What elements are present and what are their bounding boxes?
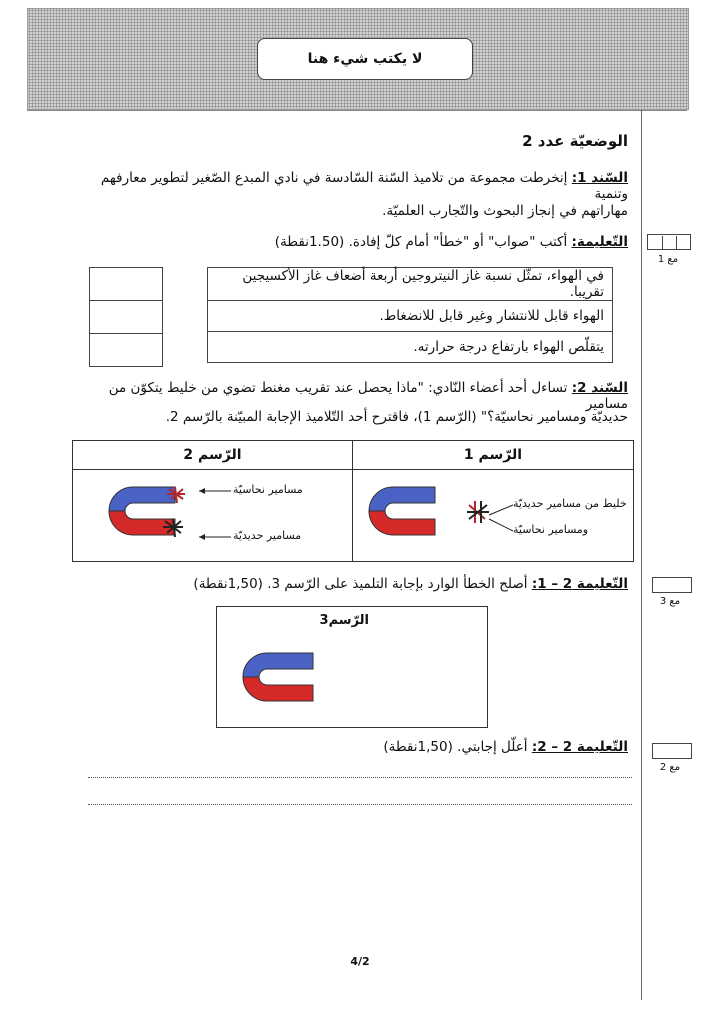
fig2-magnet [103, 479, 193, 549]
statement-text: في الهواء، تمثّل نسبة غاز النيتروجين أربعة أضعاف غاز الأكسيجين تقريبا. [208, 268, 613, 301]
answer-column [89, 267, 163, 367]
fig1-label-a: خليط من مسامير حديديّة [513, 497, 627, 510]
fig1-magnet [363, 483, 443, 553]
score-box-3[interactable] [652, 577, 692, 593]
instruction1-label: التّعليمة: [571, 234, 628, 250]
instruction21-text: أصلح الخطأ الوارد بإجابة التلميذ على الرّسم 3. [267, 576, 528, 592]
situation-title: الوضعيّة عدد 2 [522, 132, 628, 150]
instruction22-text: أعلّل إجابتي. [457, 739, 528, 755]
answer-line[interactable] [88, 777, 632, 778]
instruction21-line [68, 576, 628, 592]
statement-text: الهواء قابل للانتشار وغير قابل للانضغاط. [208, 301, 613, 332]
doc1-text-line1: إنخرطت مجموعة من تلاميذ السّنة السّادسة في نادي المبدع الصّغير لتطوير معارفهم وتنمية [100, 170, 628, 202]
margin-line [641, 110, 642, 1000]
instruction1-points: (1.50نقطة) [274, 234, 345, 250]
statement-row [208, 268, 613, 301]
answer-box[interactable] [89, 334, 163, 367]
instruction22-label: التّعليمة 2 – 2: [531, 739, 628, 755]
no-write-label: لا يكتب شيء هنا [257, 38, 473, 80]
doc2-line1 [68, 380, 628, 412]
figures-table [72, 440, 634, 562]
fig3-box[interactable] [216, 606, 488, 728]
fig2-title: الرّسم 2 [73, 441, 352, 470]
instruction21-label: التّعليمة 2 – 1: [531, 576, 628, 592]
doc1-label: السّند 1: [571, 170, 628, 186]
statement-row [208, 332, 613, 363]
instruction1-text: أكتب "صواب" أو "خطأ" أمام كلّ إفادة. [348, 234, 568, 250]
instruction22-line [68, 739, 628, 755]
instruction22-points: (1,50نقطة) [383, 739, 453, 755]
score-label-3: مع 3 [659, 596, 681, 607]
statement-row [208, 301, 613, 332]
instruction1-line [68, 234, 628, 250]
doc1-text-line2: مهاراتهم في إنجاز البحوث والتّجارب العلميّة. [382, 203, 628, 219]
statement-text: يتقلّص الهواء بارتفاع درجة حرارته. [208, 332, 613, 363]
fig1-title: الرّسم 1 [353, 441, 633, 470]
doc2-text-line2: حديديّة ومسامير نحاسيّة؟" (الرّسم 1)، فاقترح أحد التّلاميذ الإجابة المبيّنة بالرّسم 2. [165, 409, 628, 425]
fig1-label-b: ومسامير نحاسيّة [513, 523, 589, 536]
doc2-text-line1: تساءل أحد أعضاء النّادي: "ماذا يحصل عند تقريب مغنط تضوي من خليط يتكوّن من مسامير [108, 380, 628, 412]
page-number: 4/2 [350, 955, 370, 968]
doc2-label: السّند 2: [571, 380, 628, 396]
answer-box[interactable] [89, 301, 163, 334]
score-label-1: مع 1 [657, 254, 679, 265]
statements-table [207, 267, 613, 363]
answer-line[interactable] [88, 804, 632, 805]
score-label-2: مع 2 [659, 762, 681, 773]
score-box-2[interactable] [652, 743, 692, 759]
fig3-magnet [237, 649, 317, 719]
instruction21-points: (1,50نقطة) [193, 576, 263, 592]
fig2-iron-label: مسامير حديديّة [233, 529, 302, 542]
doc1-line1 [68, 170, 628, 202]
fig2-copper-label: مسامير نحاسيّة [233, 483, 303, 496]
score-box-1[interactable] [647, 234, 691, 250]
answer-box[interactable] [89, 267, 163, 301]
page-divider [27, 110, 687, 111]
arrow-icon [485, 501, 515, 535]
fig3-title: الرّسم3 [319, 613, 369, 628]
arrow-icon [193, 485, 233, 545]
